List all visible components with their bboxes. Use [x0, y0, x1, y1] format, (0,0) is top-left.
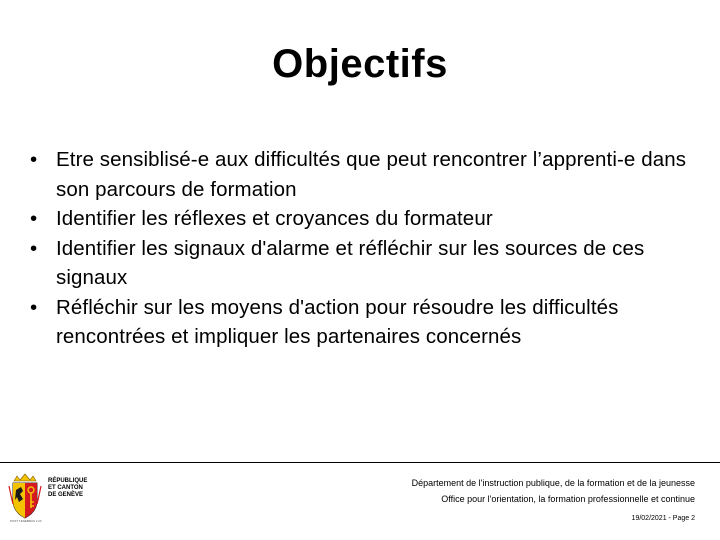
footer-date-page: 19/02/2021 - Page 2 [631, 515, 695, 522]
logo-line: ET CANTON [48, 485, 83, 491]
objectives-list [30, 145, 700, 352]
logo-line: RÉPUBLIQUE [48, 478, 88, 484]
bullet-icon: • [30, 148, 38, 171]
logo-motto: POST TENEBRAS LUX [10, 519, 42, 523]
logo-line: DE GENÈVE [48, 492, 84, 498]
footer-department: Département de l'instruction publique, de la formation et de la jeunesse [411, 478, 695, 488]
logo-wordmark [48, 478, 87, 499]
objective-text: Identifier les signaux d'alarme et réfléchir sur les sources de ces signaux [56, 236, 645, 289]
footer-office: Office pour l'orientation, la formation professionnelle et continue [441, 494, 695, 504]
objective-item [30, 293, 700, 352]
objective-item [30, 234, 700, 293]
footer-divider [0, 462, 720, 463]
bullet-icon: • [30, 236, 38, 260]
bullet-icon: • [30, 207, 38, 230]
objective-item [30, 204, 700, 234]
objective-text: Etre sensiblisé-e aux difficultés que peut rencontrer l’apprenti-e dans son parcours de formation [56, 148, 687, 201]
objective-item [30, 145, 700, 204]
objective-text: Réfléchir sur les moyens d'action pour résoudre les difficultés rencontrées et impliquer les partenaires concernés [56, 295, 619, 348]
slide-title: Objectifs [272, 42, 448, 86]
objective-text: Identifier les réflexes et croyances du formateur [56, 207, 493, 230]
bullet-icon: • [30, 295, 38, 319]
